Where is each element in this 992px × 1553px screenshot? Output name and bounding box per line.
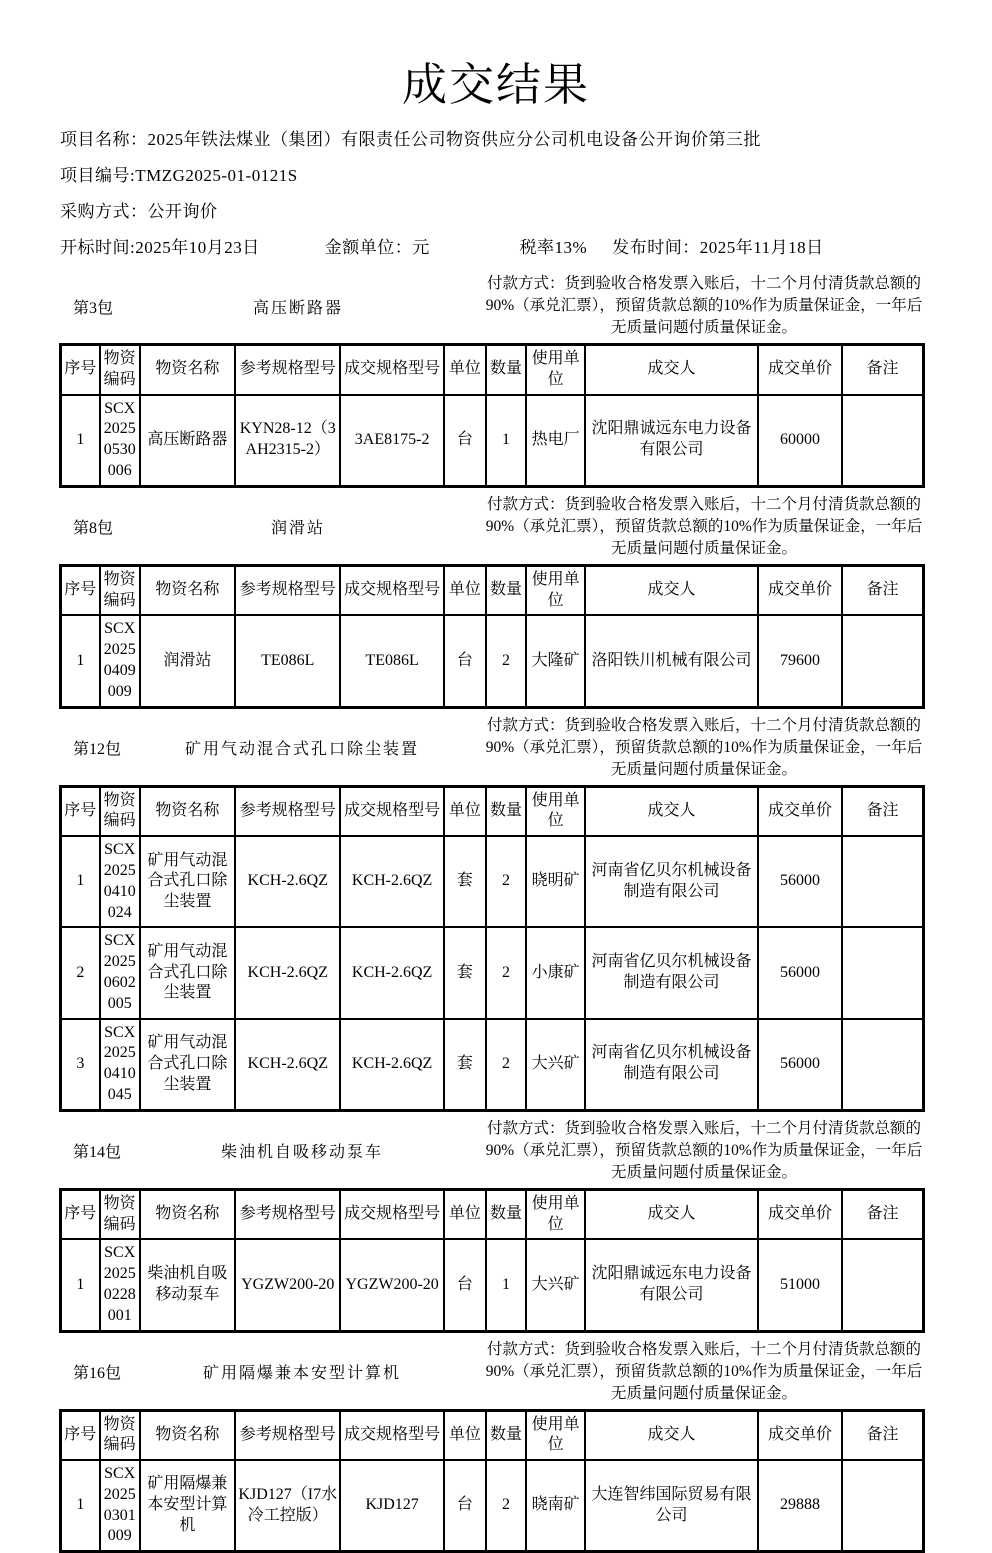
col-user-unit-header: 使用单位 (526, 565, 585, 615)
cell-deal-spec: KCH-2.6QZ (340, 927, 443, 1018)
package-number: 第3包 (59, 295, 113, 318)
purchase-method-line (60, 201, 992, 223)
cell-unit-price: 79600 (758, 615, 842, 707)
cell-ref-spec: KJD127（I7水冷工控版） (235, 1460, 340, 1552)
col-deal-spec-header: 成交规格型号 (340, 1410, 443, 1460)
page-title: 成交结果 (0, 0, 992, 113)
package-number: 第16包 (59, 1360, 121, 1383)
col-ref-spec-header: 参考规格型号 (235, 345, 340, 395)
col-user-unit-header: 使用单位 (526, 1189, 585, 1239)
col-seq-header: 序号 (61, 786, 100, 836)
cell-unit-price: 56000 (758, 1019, 842, 1111)
col-unit-header: 单位 (444, 1410, 486, 1460)
cell-material-code: SCX20250530006 (100, 395, 140, 487)
package-section (0, 1339, 992, 1553)
cell-seq: 3 (61, 1019, 100, 1111)
cell-seq: 1 (61, 395, 100, 487)
cell-unit: 套 (444, 1019, 486, 1111)
cell-unit-price: 56000 (758, 927, 842, 1018)
cell-winner: 河南省亿贝尔机械设备制造有限公司 (585, 836, 758, 927)
col-material-code-header: 物资编码 (100, 565, 140, 615)
project-name-value: 2025年铁法煤业（集团）有限责任公司物资供应分公司机电设备公开询价第三批 (148, 130, 762, 149)
cell-unit: 套 (444, 836, 486, 927)
header-row (61, 786, 924, 836)
section-head-left (59, 736, 483, 759)
cell-ref-spec: YGZW200-20 (235, 1239, 340, 1331)
package-section (0, 494, 992, 709)
tax-rate-label: 税率 (520, 238, 555, 257)
cell-material-name: 高压断路器 (140, 395, 235, 487)
results-table (59, 343, 925, 488)
section-head (59, 273, 925, 339)
cell-unit-price: 51000 (758, 1239, 842, 1331)
table-row (61, 836, 924, 927)
cell-winner: 沈阳鼎诚远东电力设备有限公司 (585, 395, 758, 487)
cell-user-unit: 大兴矿 (526, 1239, 585, 1331)
col-ref-spec-header: 参考规格型号 (235, 1189, 340, 1239)
cell-qty: 2 (486, 1460, 526, 1552)
package-name: 矿用隔爆兼本安型计算机 (121, 1360, 483, 1383)
document-meta (60, 129, 992, 259)
cell-qty: 2 (486, 615, 526, 707)
table-row (61, 927, 924, 1018)
col-material-code-header: 物资编码 (100, 786, 140, 836)
payment-terms: 付款方式：货到验收合格发票入账后，十二个月付清货款总额的90%（承兑汇票），预留货款总额的10%作为质量保证金，一年后无质量问题付质量保证金。 (483, 715, 925, 781)
col-seq-header: 序号 (61, 1410, 100, 1460)
col-ref-spec-header: 参考规格型号 (235, 786, 340, 836)
cell-material-name: 润滑站 (140, 615, 235, 707)
payment-terms: 付款方式：货到验收合格发票入账后，十二个月付清货款总额的90%（承兑汇票），预留货款总额的10%作为质量保证金，一年后无质量问题付质量保证金。 (483, 273, 925, 339)
col-seq-header: 序号 (61, 1189, 100, 1239)
col-unit-header: 单位 (444, 345, 486, 395)
purchase-method-label: 采购方式： (60, 202, 148, 221)
results-table (59, 1188, 925, 1333)
col-winner-header: 成交人 (585, 786, 758, 836)
cell-material-code: SCX20250301009 (100, 1460, 140, 1552)
col-seq-header: 序号 (61, 345, 100, 395)
col-unit-price-header: 成交单价 (758, 565, 842, 615)
col-note-header: 备注 (842, 1189, 923, 1239)
cell-material-name: 矿用气动混合式孔口除尘装置 (140, 836, 235, 927)
package-number: 第12包 (59, 736, 121, 759)
cell-winner: 洛阳铁川机械有限公司 (585, 615, 758, 707)
section-head-left (59, 295, 483, 318)
package-section (0, 273, 992, 488)
col-unit-header: 单位 (444, 565, 486, 615)
results-table (59, 785, 925, 1112)
header-row (61, 1189, 924, 1239)
publish-time-label: 发布时间： (612, 238, 700, 257)
cell-note (842, 395, 923, 487)
cell-seq: 1 (61, 836, 100, 927)
col-material-name-header: 物资名称 (140, 1410, 235, 1460)
col-ref-spec-header: 参考规格型号 (235, 1410, 340, 1460)
cell-ref-spec: KCH-2.6QZ (235, 836, 340, 927)
col-winner-header: 成交人 (585, 345, 758, 395)
amount-unit-value: 元 (412, 238, 430, 257)
open-time-value: 2025年10月23日 (135, 238, 260, 257)
publish-time (612, 237, 823, 259)
col-material-name-header: 物资名称 (140, 345, 235, 395)
cell-material-name: 矿用隔爆兼本安型计算机 (140, 1460, 235, 1552)
cell-deal-spec: TE086L (340, 615, 443, 707)
cell-note (842, 836, 923, 927)
header-row (61, 565, 924, 615)
cell-winner: 沈阳鼎诚远东电力设备有限公司 (585, 1239, 758, 1331)
cell-qty: 2 (486, 927, 526, 1018)
col-user-unit-header: 使用单位 (526, 786, 585, 836)
cell-qty: 1 (486, 395, 526, 487)
cell-deal-spec: KCH-2.6QZ (340, 1019, 443, 1111)
cell-unit: 台 (444, 1460, 486, 1552)
col-deal-spec-header: 成交规格型号 (340, 1189, 443, 1239)
cell-unit: 台 (444, 395, 486, 487)
package-number: 第14包 (59, 1139, 121, 1162)
publish-time-value: 2025年11月18日 (700, 238, 824, 257)
col-deal-spec-header: 成交规格型号 (340, 345, 443, 395)
col-winner-header: 成交人 (585, 565, 758, 615)
cell-user-unit: 小康矿 (526, 927, 585, 1018)
col-note-header: 备注 (842, 345, 923, 395)
cell-note (842, 1239, 923, 1331)
cell-unit-price: 29888 (758, 1460, 842, 1552)
package-section (0, 1118, 992, 1333)
payment-terms: 付款方式：货到验收合格发票入账后，十二个月付清货款总额的90%（承兑汇票），预留货款总额的10%作为质量保证金，一年后无质量问题付质量保证金。 (483, 1339, 925, 1405)
cell-user-unit: 晓明矿 (526, 836, 585, 927)
cell-note (842, 1019, 923, 1111)
col-material-code-header: 物资编码 (100, 1189, 140, 1239)
package-name: 高压断路器 (113, 295, 483, 318)
results-table (59, 1409, 925, 1553)
cell-qty: 2 (486, 1019, 526, 1111)
cell-seq: 2 (61, 927, 100, 1018)
col-qty-header: 数量 (486, 786, 526, 836)
col-unit-header: 单位 (444, 1189, 486, 1239)
cell-material-code: SCX20250410024 (100, 836, 140, 927)
header-row (61, 1410, 924, 1460)
package-number: 第8包 (59, 515, 113, 538)
cell-seq: 1 (61, 1460, 100, 1552)
payment-terms: 付款方式：货到验收合格发票入账后，十二个月付清货款总额的90%（承兑汇票），预留货款总额的10%作为质量保证金，一年后无质量问题付质量保证金。 (483, 494, 925, 560)
purchase-method-value: 公开询价 (148, 202, 218, 221)
cell-unit-price: 60000 (758, 395, 842, 487)
section-head-left (59, 1139, 483, 1162)
cell-note (842, 1460, 923, 1552)
cell-material-code: SCX20250410045 (100, 1019, 140, 1111)
table-row (61, 395, 924, 487)
cell-winner: 河南省亿贝尔机械设备制造有限公司 (585, 927, 758, 1018)
open-time-label: 开标时间: (60, 238, 135, 257)
col-qty-header: 数量 (486, 1189, 526, 1239)
col-note-header: 备注 (842, 786, 923, 836)
package-name: 润滑站 (113, 515, 483, 538)
cell-qty: 1 (486, 1239, 526, 1331)
cell-ref-spec: KCH-2.6QZ (235, 927, 340, 1018)
cell-unit: 台 (444, 1239, 486, 1331)
section-head (59, 715, 925, 781)
col-material-name-header: 物资名称 (140, 786, 235, 836)
cell-material-name: 柴油机自吸移动泵车 (140, 1239, 235, 1331)
col-winner-header: 成交人 (585, 1410, 758, 1460)
cell-unit: 套 (444, 927, 486, 1018)
col-ref-spec-header: 参考规格型号 (235, 565, 340, 615)
cell-material-code: SCX20250409009 (100, 615, 140, 707)
cell-deal-spec: 3AE8175-2 (340, 395, 443, 487)
tax-rate (520, 237, 608, 259)
col-material-code-header: 物资编码 (100, 1410, 140, 1460)
col-material-name-header: 物资名称 (140, 565, 235, 615)
cell-material-code: SCX20250228001 (100, 1239, 140, 1331)
amount-unit-label: 金额单位： (325, 238, 413, 257)
cell-note (842, 615, 923, 707)
table-row (61, 1460, 924, 1552)
tax-rate-value: 13% (555, 238, 588, 257)
cell-material-name: 矿用气动混合式孔口除尘装置 (140, 1019, 235, 1111)
package-name: 矿用气动混合式孔口除尘装置 (121, 736, 483, 759)
col-winner-header: 成交人 (585, 1189, 758, 1239)
cell-deal-spec: KCH-2.6QZ (340, 836, 443, 927)
col-qty-header: 数量 (486, 1410, 526, 1460)
col-deal-spec-header: 成交规格型号 (340, 786, 443, 836)
section-head (59, 1118, 925, 1184)
cell-user-unit: 大隆矿 (526, 615, 585, 707)
col-unit-price-header: 成交单价 (758, 1189, 842, 1239)
table-row (61, 1019, 924, 1111)
cell-seq: 1 (61, 1239, 100, 1331)
cell-user-unit: 大兴矿 (526, 1019, 585, 1111)
package-section (0, 715, 992, 1112)
col-unit-price-header: 成交单价 (758, 786, 842, 836)
package-sections (0, 273, 992, 1553)
cell-user-unit: 晓南矿 (526, 1460, 585, 1552)
section-head-left (59, 1360, 483, 1383)
cell-material-code: SCX20250602005 (100, 927, 140, 1018)
package-name: 柴油机自吸移动泵车 (121, 1139, 483, 1162)
col-material-name-header: 物资名称 (140, 1189, 235, 1239)
amount-unit (325, 237, 515, 259)
cell-ref-spec: TE086L (235, 615, 340, 707)
col-material-code-header: 物资编码 (100, 345, 140, 395)
project-no-line (60, 165, 992, 187)
col-qty-header: 数量 (486, 345, 526, 395)
project-name-line (60, 129, 992, 151)
cell-ref-spec: KYN28-12（3AH2315-2） (235, 395, 340, 487)
table-row (61, 615, 924, 707)
project-no-label: 项目编号: (60, 166, 135, 185)
col-user-unit-header: 使用单位 (526, 1410, 585, 1460)
col-note-header: 备注 (842, 1410, 923, 1460)
section-head (59, 1339, 925, 1405)
section-head (59, 494, 925, 560)
col-unit-price-header: 成交单价 (758, 1410, 842, 1460)
cell-deal-spec: YGZW200-20 (340, 1239, 443, 1331)
cell-qty: 2 (486, 836, 526, 927)
cell-winner: 大连智纬国际贸易有限公司 (585, 1460, 758, 1552)
cell-material-name: 矿用气动混合式孔口除尘装置 (140, 927, 235, 1018)
payment-terms: 付款方式：货到验收合格发票入账后，十二个月付清货款总额的90%（承兑汇票），预留货款总额的10%作为质量保证金，一年后无质量问题付质量保证金。 (483, 1118, 925, 1184)
cell-note (842, 927, 923, 1018)
col-note-header: 备注 (842, 565, 923, 615)
cell-deal-spec: KJD127 (340, 1460, 443, 1552)
col-qty-header: 数量 (486, 565, 526, 615)
project-no-value: TMZG2025-01-0121S (135, 166, 297, 185)
header-row (61, 345, 924, 395)
cell-seq: 1 (61, 615, 100, 707)
project-name-label: 项目名称： (60, 130, 148, 149)
open-time (60, 237, 320, 259)
table-row (61, 1239, 924, 1331)
cell-unit-price: 56000 (758, 836, 842, 927)
cell-winner: 河南省亿贝尔机械设备制造有限公司 (585, 1019, 758, 1111)
results-table (59, 564, 925, 709)
col-unit-price-header: 成交单价 (758, 345, 842, 395)
cell-unit: 台 (444, 615, 486, 707)
col-seq-header: 序号 (61, 565, 100, 615)
section-head-left (59, 515, 483, 538)
col-unit-header: 单位 (444, 786, 486, 836)
col-deal-spec-header: 成交规格型号 (340, 565, 443, 615)
cell-user-unit: 热电厂 (526, 395, 585, 487)
col-user-unit-header: 使用单位 (526, 345, 585, 395)
meta-row-line (60, 237, 992, 259)
cell-ref-spec: KCH-2.6QZ (235, 1019, 340, 1111)
